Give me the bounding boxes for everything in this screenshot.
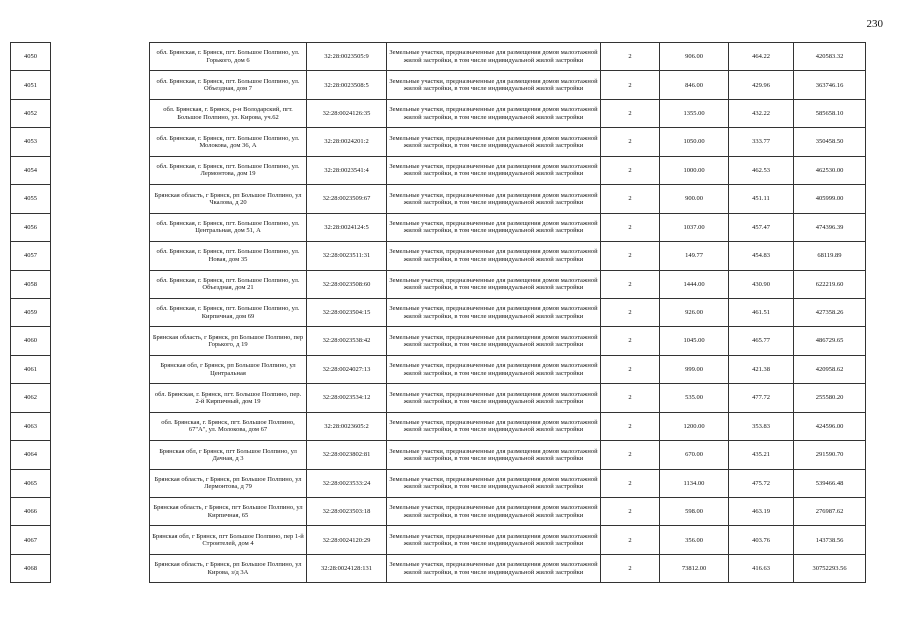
land-use-description-cell: Земельные участки, предназначенные для размещения домов малоэтажной жилой застройки, в том числе индивидуальной жилой застройки — [387, 156, 601, 184]
row-number: 4060 — [11, 327, 51, 355]
specific-value-cell: 353.83 — [729, 412, 794, 440]
address-cell: Брянская область, г Брянск, рп Большое Полпино, ул Чкалова, д 20 — [150, 185, 307, 213]
group-cell: 2 — [601, 185, 660, 213]
row-number: 4063 — [11, 412, 51, 440]
column-gap — [51, 71, 150, 99]
group-cell: 2 — [601, 213, 660, 241]
cadastral-number-cell: 32:28:0023505:9 — [307, 43, 387, 71]
cadastral-number-cell: 32:28:0023504:15 — [307, 298, 387, 326]
column-gap — [51, 327, 150, 355]
cadastral-number-cell: 32:28:0024201:2 — [307, 128, 387, 156]
cadastral-number-cell: 32:28:0023541:4 — [307, 156, 387, 184]
specific-value-cell: 464.22 — [729, 43, 794, 71]
table-row — [11, 298, 866, 326]
area-cell: 356.00 — [660, 526, 729, 554]
cadastral-number-cell: 32:28:0023503:18 — [307, 498, 387, 526]
column-gap — [51, 498, 150, 526]
cadastral-value-cell: 255580.20 — [794, 384, 866, 412]
area-cell: 1134.00 — [660, 469, 729, 497]
specific-value-cell: 465.77 — [729, 327, 794, 355]
specific-value-cell: 462.53 — [729, 156, 794, 184]
land-use-description-cell: Земельные участки, предназначенные для размещения домов малоэтажной жилой застройки, в том числе индивидуальной жилой застройки — [387, 298, 601, 326]
table-row — [11, 270, 866, 298]
table-row — [11, 327, 866, 355]
table-row — [11, 156, 866, 184]
group-cell: 2 — [601, 128, 660, 156]
table-row — [11, 185, 866, 213]
land-use-description-cell: Земельные участки, предназначенные для размещения домов малоэтажной жилой застройки, в том числе индивидуальной жилой застройки — [387, 242, 601, 270]
land-use-description-cell: Земельные участки, предназначенные для размещения домов малоэтажной жилой застройки, в том числе индивидуальной жилой застройки — [387, 412, 601, 440]
row-number: 4056 — [11, 213, 51, 241]
cadastral-number-cell: 32:28:0023538:42 — [307, 327, 387, 355]
row-number: 4053 — [11, 128, 51, 156]
address-cell: обл. Брянская, г. Брянск, пгт. Большое Полпино, ул. Объездная, дом 7 — [150, 71, 307, 99]
land-use-description-cell: Земельные участки, предназначенные для размещения домов малоэтажной жилой застройки, в том числе индивидуальной жилой застройки — [387, 128, 601, 156]
land-use-description-cell: Земельные участки, предназначенные для размещения домов малоэтажной жилой застройки, в том числе индивидуальной жилой застройки — [387, 99, 601, 127]
row-number: 4066 — [11, 498, 51, 526]
address-cell: Брянская обл, г Брянск, пгт Большое Полпино, ул Дачная, д 3 — [150, 441, 307, 469]
table-row — [11, 554, 866, 582]
specific-value-cell: 477.72 — [729, 384, 794, 412]
column-gap — [51, 128, 150, 156]
group-cell: 2 — [601, 469, 660, 497]
group-cell: 2 — [601, 554, 660, 582]
group-cell: 2 — [601, 156, 660, 184]
column-gap — [51, 43, 150, 71]
land-use-description-cell: Земельные участки, предназначенные для размещения домов малоэтажной жилой застройки, в том числе индивидуальной жилой застройки — [387, 43, 601, 71]
column-gap — [51, 412, 150, 440]
cadastral-value-cell: 424596.00 — [794, 412, 866, 440]
address-cell: обл. Брянская, г. Брянск, пгт. Большое Полпино, 67"А", ул. Молокова, дом 67 — [150, 412, 307, 440]
column-gap — [51, 355, 150, 383]
table-row — [11, 71, 866, 99]
row-number: 4068 — [11, 554, 51, 582]
land-use-description-cell: Земельные участки, предназначенные для размещения домов малоэтажной жилой застройки, в том числе индивидуальной жилой застройки — [387, 71, 601, 99]
cadastral-number-cell: 32:28:0024128:131 — [307, 554, 387, 582]
cadastral-value-table — [10, 42, 866, 583]
specific-value-cell: 457.47 — [729, 213, 794, 241]
cadastral-value-cell: 474396.39 — [794, 213, 866, 241]
table-row — [11, 526, 866, 554]
specific-value-cell: 429.96 — [729, 71, 794, 99]
page-number: 230 — [866, 18, 883, 30]
area-cell: 999.00 — [660, 355, 729, 383]
cadastral-number-cell: 32:28:0023508:60 — [307, 270, 387, 298]
address-cell: Брянская обл, г Брянск, рп Большое Полпино, ул Центральная — [150, 355, 307, 383]
address-cell: обл. Брянская, г. Брянск, р-н Володарский, пгт. Большое Полпино, ул. Кирова, уч.62 — [150, 99, 307, 127]
cadastral-number-cell: 32:28:0023508:5 — [307, 71, 387, 99]
column-gap — [51, 441, 150, 469]
address-cell: обл. Брянская, г. Брянск, пгт. Большое Полпино, ул. Кирпичная, дом 69 — [150, 298, 307, 326]
group-cell: 2 — [601, 526, 660, 554]
specific-value-cell: 403.76 — [729, 526, 794, 554]
area-cell: 535.00 — [660, 384, 729, 412]
table-row — [11, 43, 866, 71]
group-cell: 2 — [601, 242, 660, 270]
column-gap — [51, 156, 150, 184]
table-row — [11, 441, 866, 469]
area-cell: 1045.00 — [660, 327, 729, 355]
row-number: 4065 — [11, 469, 51, 497]
row-number: 4059 — [11, 298, 51, 326]
column-gap — [51, 469, 150, 497]
specific-value-cell: 461.51 — [729, 298, 794, 326]
table-row — [11, 213, 866, 241]
cadastral-value-cell: 30752293.56 — [794, 554, 866, 582]
cadastral-number-cell: 32:28:0023605:2 — [307, 412, 387, 440]
column-gap — [51, 298, 150, 326]
cadastral-value-cell: 420583.32 — [794, 43, 866, 71]
address-cell: Брянская обл, г Брянск, пгт Большое Полпино, пер 1-й Строителей, дом 4 — [150, 526, 307, 554]
area-cell: 73812.00 — [660, 554, 729, 582]
address-cell: Брянская область, г Брянск, рп Большое Полпино, ул Лермонтова, д 79 — [150, 469, 307, 497]
column-gap — [51, 554, 150, 582]
specific-value-cell: 435.21 — [729, 441, 794, 469]
group-cell: 2 — [601, 498, 660, 526]
land-use-description-cell: Земельные участки, предназначенные для размещения домов малоэтажной жилой застройки, в том числе индивидуальной жилой застройки — [387, 526, 601, 554]
group-cell: 2 — [601, 412, 660, 440]
cadastral-value-cell: 427358.26 — [794, 298, 866, 326]
cadastral-number-cell: 32:28:0023533:24 — [307, 469, 387, 497]
area-cell: 1355.00 — [660, 99, 729, 127]
area-cell: 906.00 — [660, 43, 729, 71]
land-use-description-cell: Земельные участки, предназначенные для размещения домов малоэтажной жилой застройки, в том числе индивидуальной жилой застройки — [387, 384, 601, 412]
address-cell: обл. Брянская, г. Брянск, пгт. Большое Полпино, пер. 2-й Кирпичный, дом 19 — [150, 384, 307, 412]
cadastral-number-cell: 32:28:0024027:13 — [307, 355, 387, 383]
column-gap — [51, 99, 150, 127]
table-row — [11, 469, 866, 497]
cadastral-value-cell: 350458.50 — [794, 128, 866, 156]
cadastral-value-cell: 420958.62 — [794, 355, 866, 383]
cadastral-value-cell: 622219.60 — [794, 270, 866, 298]
table-row — [11, 128, 866, 156]
area-cell: 900.00 — [660, 185, 729, 213]
group-cell: 2 — [601, 441, 660, 469]
address-cell: обл. Брянская, г. Брянск, пгт. Большое Полпино, ул. Центральная, дом 51, А — [150, 213, 307, 241]
table-row — [11, 412, 866, 440]
table-row — [11, 384, 866, 412]
cadastral-number-cell: 32:28:0023534:12 — [307, 384, 387, 412]
area-cell: 598.00 — [660, 498, 729, 526]
specific-value-cell: 463.19 — [729, 498, 794, 526]
address-cell: обл. Брянская, г. Брянск, пгт. Большое Полпино, ул. Горького, дом 6 — [150, 43, 307, 71]
cadastral-number-cell: 32:28:0023509:67 — [307, 185, 387, 213]
land-use-description-cell: Земельные участки, предназначенные для размещения домов малоэтажной жилой застройки, в том числе индивидуальной жилой застройки — [387, 213, 601, 241]
row-number: 4061 — [11, 355, 51, 383]
address-cell: Брянская область, г Брянск, рп Большое Полпино, пер Горького, д 19 — [150, 327, 307, 355]
group-cell: 2 — [601, 298, 660, 326]
row-number: 4054 — [11, 156, 51, 184]
address-cell: Брянская область, г Брянск, рп Большое Полпино, ул Кирова, з/д 3А — [150, 554, 307, 582]
cadastral-value-cell: 585658.10 — [794, 99, 866, 127]
group-cell: 2 — [601, 43, 660, 71]
cadastral-value-cell: 363746.16 — [794, 71, 866, 99]
area-cell: 1050.00 — [660, 128, 729, 156]
row-number: 4057 — [11, 242, 51, 270]
row-number: 4050 — [11, 43, 51, 71]
land-use-description-cell: Земельные участки, предназначенные для размещения домов малоэтажной жилой застройки, в том числе индивидуальной жилой застройки — [387, 327, 601, 355]
cadastral-number-cell: 32:28:0024126:35 — [307, 99, 387, 127]
area-cell: 149.77 — [660, 242, 729, 270]
group-cell: 2 — [601, 327, 660, 355]
row-number: 4058 — [11, 270, 51, 298]
specific-value-cell: 454.83 — [729, 242, 794, 270]
group-cell: 2 — [601, 99, 660, 127]
address-cell: обл. Брянская, г. Брянск, пгт. Большое Полпино, ул. Молокова, дом 36, А — [150, 128, 307, 156]
area-cell: 1444.00 — [660, 270, 729, 298]
column-gap — [51, 270, 150, 298]
cadastral-value-cell: 462530.00 — [794, 156, 866, 184]
group-cell: 2 — [601, 355, 660, 383]
table-body — [11, 43, 866, 583]
column-gap — [51, 242, 150, 270]
cadastral-number-cell: 32:28:0024120:29 — [307, 526, 387, 554]
column-gap — [51, 185, 150, 213]
address-cell: обл. Брянская, г. Брянск, пгт. Большое Полпино, ул. Объездная, дом 21 — [150, 270, 307, 298]
area-cell: 846.00 — [660, 71, 729, 99]
cadastral-number-cell: 32:28:0023802:81 — [307, 441, 387, 469]
specific-value-cell: 451.11 — [729, 185, 794, 213]
area-cell: 1000.00 — [660, 156, 729, 184]
specific-value-cell: 475.72 — [729, 469, 794, 497]
land-use-description-cell: Земельные участки, предназначенные для размещения домов малоэтажной жилой застройки, в том числе индивидуальной жилой застройки — [387, 441, 601, 469]
address-cell: обл. Брянская, г. Брянск, пгт. Большое Полпино, ул. Лермонтова, дом 19 — [150, 156, 307, 184]
area-cell: 670.00 — [660, 441, 729, 469]
row-number: 4052 — [11, 99, 51, 127]
cadastral-value-cell: 486729.65 — [794, 327, 866, 355]
specific-value-cell: 416.63 — [729, 554, 794, 582]
table-row — [11, 355, 866, 383]
specific-value-cell: 421.38 — [729, 355, 794, 383]
land-use-description-cell: Земельные участки, предназначенные для размещения домов малоэтажной жилой застройки, в том числе индивидуальной жилой застройки — [387, 355, 601, 383]
column-gap — [51, 526, 150, 554]
row-number: 4055 — [11, 185, 51, 213]
area-cell: 1037.00 — [660, 213, 729, 241]
cadastral-value-cell: 68119.89 — [794, 242, 866, 270]
cadastral-value-cell: 539466.48 — [794, 469, 866, 497]
row-number: 4067 — [11, 526, 51, 554]
area-cell: 1200.00 — [660, 412, 729, 440]
area-cell: 926.00 — [660, 298, 729, 326]
column-gap — [51, 384, 150, 412]
cadastral-value-cell: 276987.62 — [794, 498, 866, 526]
address-cell: обл. Брянская, г. Брянск, пгт. Большое Полпино, ул. Новая, дом 35 — [150, 242, 307, 270]
row-number: 4051 — [11, 71, 51, 99]
cadastral-number-cell: 32:28:0024124:5 — [307, 213, 387, 241]
specific-value-cell: 333.77 — [729, 128, 794, 156]
column-gap — [51, 213, 150, 241]
land-use-description-cell: Земельные участки, предназначенные для размещения домов малоэтажной жилой застройки, в том числе индивидуальной жилой застройки — [387, 270, 601, 298]
land-use-description-cell: Земельные участки, предназначенные для размещения домов малоэтажной жилой застройки, в том числе индивидуальной жилой застройки — [387, 469, 601, 497]
cadastral-value-cell: 143738.56 — [794, 526, 866, 554]
group-cell: 2 — [601, 384, 660, 412]
specific-value-cell: 430.90 — [729, 270, 794, 298]
land-use-description-cell: Земельные участки, предназначенные для размещения домов малоэтажной жилой застройки, в том числе индивидуальной жилой застройки — [387, 554, 601, 582]
table-row — [11, 498, 866, 526]
cadastral-value-cell: 291590.70 — [794, 441, 866, 469]
group-cell: 2 — [601, 270, 660, 298]
group-cell: 2 — [601, 71, 660, 99]
specific-value-cell: 432.22 — [729, 99, 794, 127]
cadastral-value-cell: 405999.00 — [794, 185, 866, 213]
table-row — [11, 99, 866, 127]
table-row — [11, 242, 866, 270]
row-number: 4064 — [11, 441, 51, 469]
address-cell: Брянская область, г Брянск, пгт Большое Полпино, ул Кирпичная, 65 — [150, 498, 307, 526]
land-use-description-cell: Земельные участки, предназначенные для размещения домов малоэтажной жилой застройки, в том числе индивидуальной жилой застройки — [387, 498, 601, 526]
cadastral-number-cell: 32:28:0023511:31 — [307, 242, 387, 270]
row-number: 4062 — [11, 384, 51, 412]
land-use-description-cell: Земельные участки, предназначенные для размещения домов малоэтажной жилой застройки, в том числе индивидуальной жилой застройки — [387, 185, 601, 213]
